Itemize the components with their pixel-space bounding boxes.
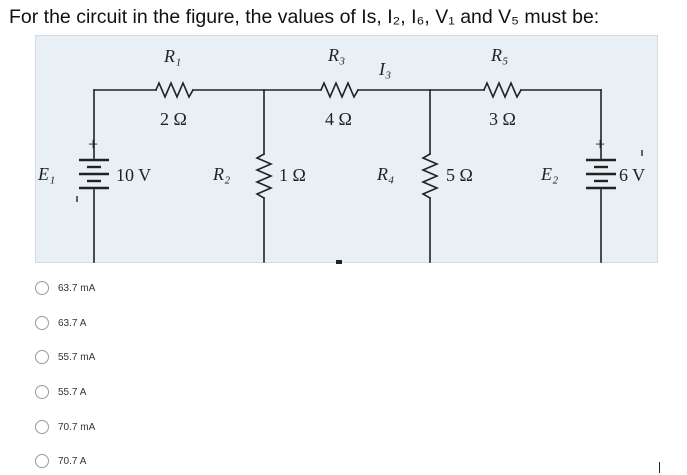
- r3-label: R₃: [328, 45, 346, 65]
- r2-zigzag: [257, 154, 271, 198]
- radio-button[interactable]: [35, 385, 49, 399]
- radio-button[interactable]: [35, 454, 49, 468]
- radio-button[interactable]: [35, 350, 49, 364]
- option-label: 63.7 A: [58, 317, 87, 329]
- answer-option[interactable]: [35, 382, 86, 402]
- r3-value: 4 Ω: [325, 109, 352, 129]
- radio-button[interactable]: [35, 420, 49, 434]
- e2-value: 6 V: [619, 165, 646, 185]
- r5-value: 3 Ω: [489, 109, 516, 129]
- answer-option[interactable]: [35, 313, 86, 333]
- r4-zigzag: [423, 154, 437, 198]
- e1-value: 10 V: [116, 165, 152, 185]
- option-label: 70.7 A: [58, 455, 87, 467]
- answer-option[interactable]: [35, 347, 95, 367]
- r4-value: 5 Ω: [446, 165, 473, 185]
- r3-zigzag: [321, 83, 358, 97]
- e2-plus-sign: +: [595, 134, 606, 154]
- r5-label: R₅: [491, 45, 509, 65]
- radio-button[interactable]: [35, 316, 49, 330]
- circuit-diagram: [36, 36, 659, 264]
- r1-zigzag: [156, 83, 193, 97]
- e2-battery: [586, 160, 616, 188]
- i3-label: I₃: [379, 59, 392, 79]
- e1-label: E₁: [38, 164, 56, 184]
- option-label: 55.7 A: [58, 386, 87, 398]
- answer-option[interactable]: [35, 417, 95, 437]
- circuit-figure: [35, 35, 658, 263]
- radio-button[interactable]: [35, 281, 49, 295]
- answer-option[interactable]: [35, 451, 86, 471]
- text-cursor: [659, 462, 660, 473]
- r1-label: R₁: [164, 46, 182, 66]
- r5-zigzag: [484, 83, 521, 97]
- r2-label: R₂: [213, 164, 231, 184]
- r2-value: 1 Ω: [279, 165, 306, 185]
- e1-plus-sign: +: [88, 134, 99, 154]
- r1-value: 2 Ω: [160, 109, 187, 129]
- question-text: For the circuit in the figure, the values of Is, I₂, I₆, V₁ and V₅ must be:: [9, 6, 600, 28]
- e2-label: E₂: [541, 164, 559, 184]
- e1-battery: [79, 160, 109, 188]
- option-label: 55.7 mA: [58, 351, 96, 363]
- r4-label: R₄: [377, 164, 395, 184]
- answer-option[interactable]: [35, 278, 95, 298]
- option-label: 63.7 mA: [58, 282, 96, 294]
- option-label: 70.7 mA: [58, 421, 96, 433]
